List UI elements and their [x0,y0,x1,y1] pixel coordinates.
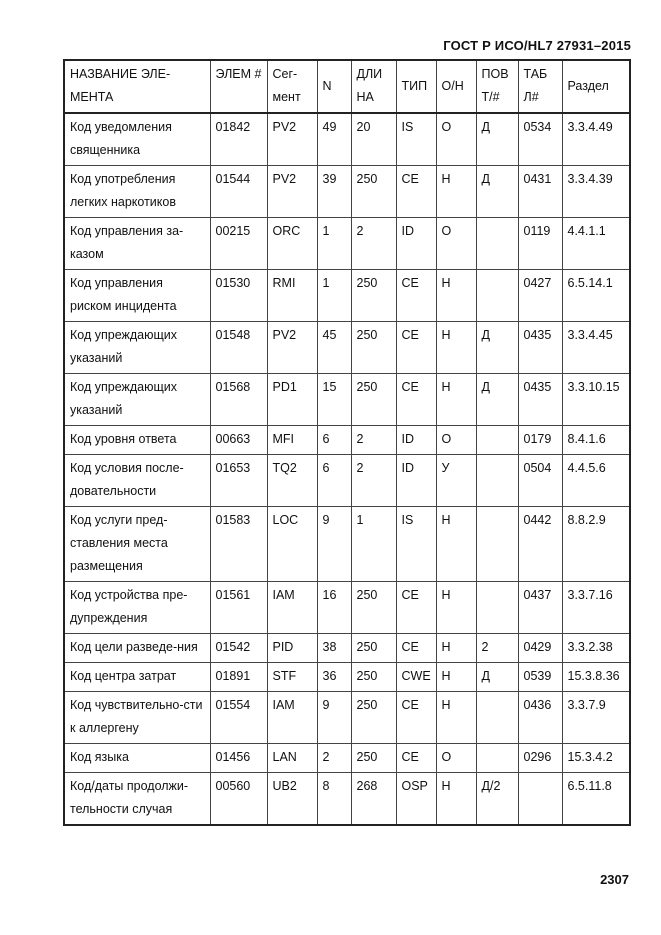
page-number: 2307 [600,872,629,887]
table-row [64,582,630,634]
cell-element-name: Код управления за-казом [64,218,210,270]
cell-segment: MFI [267,426,317,455]
cell-segment: TQ2 [267,455,317,507]
table-row [64,270,630,322]
cell-table-number: 0431 [518,166,562,218]
cell-repeat [476,744,518,773]
cell-length: 250 [351,270,396,322]
cell-optionality: Н [436,374,476,426]
cell-type: ID [396,455,436,507]
cell-length: 2 [351,455,396,507]
table-body [64,113,630,825]
cell-length: 250 [351,692,396,744]
table-row [64,455,630,507]
cell-segment: PD1 [267,374,317,426]
cell-sequence: 45 [317,322,351,374]
cell-type: CE [396,270,436,322]
cell-segment: RMI [267,270,317,322]
cell-length: 20 [351,113,396,166]
data-element-table [63,59,631,826]
cell-sequence: 6 [317,455,351,507]
cell-repeat: Д [476,113,518,166]
cell-section: 8.4.1.6 [562,426,630,455]
column-header-element-name: НАЗВАНИЕ ЭЛЕ-МЕНТА [64,60,210,113]
cell-table-number: 0179 [518,426,562,455]
cell-element-name: Код уведомления священника [64,113,210,166]
cell-element-name: Код уровня ответа [64,426,210,455]
cell-length: 250 [351,582,396,634]
cell-length: 250 [351,322,396,374]
cell-element-name: Код чувствительно-сти к аллергену [64,692,210,744]
cell-segment: LOC [267,507,317,582]
cell-optionality: Н [436,634,476,663]
cell-sequence: 9 [317,507,351,582]
cell-length: 268 [351,773,396,826]
cell-element-number: 00663 [210,426,267,455]
cell-repeat [476,692,518,744]
cell-sequence: 38 [317,634,351,663]
cell-sequence: 36 [317,663,351,692]
cell-table-number: 0119 [518,218,562,270]
cell-optionality: Н [436,507,476,582]
cell-type: CWE [396,663,436,692]
cell-repeat: 2 [476,634,518,663]
cell-section: 6.5.14.1 [562,270,630,322]
cell-table-number: 0436 [518,692,562,744]
table-row [64,322,630,374]
cell-element-number: 01583 [210,507,267,582]
cell-element-number: 01548 [210,322,267,374]
cell-optionality: О [436,113,476,166]
column-header-type: ТИП [396,60,436,113]
cell-segment: UB2 [267,773,317,826]
cell-type: CE [396,634,436,663]
cell-sequence: 39 [317,166,351,218]
cell-optionality: Н [436,773,476,826]
column-header-sequence: N [317,60,351,113]
cell-optionality: Н [436,322,476,374]
cell-table-number: 0427 [518,270,562,322]
cell-sequence: 8 [317,773,351,826]
cell-element-name: Код языка [64,744,210,773]
table-row [64,744,630,773]
cell-element-name: Код упреждающих указаний [64,322,210,374]
cell-optionality: Н [436,270,476,322]
cell-repeat: Д/2 [476,773,518,826]
column-header-length: ДЛИ НА [351,60,396,113]
cell-table-number: 0442 [518,507,562,582]
cell-section: 3.3.4.45 [562,322,630,374]
cell-section: 3.3.7.9 [562,692,630,744]
cell-element-name: Код упреждающих указаний [64,374,210,426]
cell-element-number: 00560 [210,773,267,826]
cell-element-number: 00215 [210,218,267,270]
cell-sequence: 15 [317,374,351,426]
cell-sequence: 49 [317,113,351,166]
cell-type: CE [396,166,436,218]
cell-sequence: 2 [317,744,351,773]
cell-segment: IAM [267,582,317,634]
cell-repeat: Д [476,374,518,426]
cell-element-name: Код услуги пред-ставления места размещения [64,507,210,582]
cell-table-number: 0539 [518,663,562,692]
cell-section: 3.3.7.16 [562,582,630,634]
cell-element-number: 01554 [210,692,267,744]
cell-type: CE [396,692,436,744]
cell-element-number: 01542 [210,634,267,663]
cell-segment: PV2 [267,166,317,218]
cell-optionality: О [436,744,476,773]
cell-length: 2 [351,218,396,270]
cell-type: CE [396,744,436,773]
column-header-table-number: ТАБ Л# [518,60,562,113]
table-row [64,374,630,426]
cell-element-name: Код употребления легких наркотиков [64,166,210,218]
cell-section: 3.3.2.38 [562,634,630,663]
cell-section: 3.3.4.49 [562,113,630,166]
table-row [64,218,630,270]
cell-element-number: 01530 [210,270,267,322]
cell-type: IS [396,507,436,582]
table-row [64,773,630,826]
table-row [64,507,630,582]
cell-element-name: Код устройства пре-дупреждения [64,582,210,634]
cell-length: 250 [351,744,396,773]
cell-section: 4.4.1.1 [562,218,630,270]
column-header-section: Раздел [562,60,630,113]
table-header-row [64,60,630,113]
cell-segment: PID [267,634,317,663]
cell-element-number: 01891 [210,663,267,692]
cell-optionality: О [436,426,476,455]
cell-table-number: 0435 [518,374,562,426]
cell-element-name: Код условия после-довательности [64,455,210,507]
cell-length: 1 [351,507,396,582]
cell-type: ID [396,218,436,270]
column-header-element-number: ЭЛЕМ # [210,60,267,113]
cell-repeat [476,455,518,507]
cell-table-number: 0296 [518,744,562,773]
cell-section: 15.3.4.2 [562,744,630,773]
cell-type: ID [396,426,436,455]
cell-table-number: 0504 [518,455,562,507]
cell-segment: STF [267,663,317,692]
cell-type: IS [396,113,436,166]
column-header-repeat: ПОВ Т/# [476,60,518,113]
cell-table-number: 0435 [518,322,562,374]
cell-repeat [476,582,518,634]
cell-repeat [476,270,518,322]
cell-repeat: Д [476,322,518,374]
cell-optionality: О [436,218,476,270]
table-row [64,634,630,663]
cell-element-name: Код цели разведе-ния [64,634,210,663]
cell-element-name: Код управления риском инцидента [64,270,210,322]
cell-sequence: 1 [317,218,351,270]
cell-optionality: Н [436,166,476,218]
column-header-optionality: О/Н [436,60,476,113]
table-row [64,426,630,455]
cell-section: 3.3.10.15 [562,374,630,426]
cell-table-number: 0534 [518,113,562,166]
cell-section: 8.8.2.9 [562,507,630,582]
cell-type: CE [396,582,436,634]
cell-section: 6.5.11.8 [562,773,630,826]
cell-table-number: 0429 [518,634,562,663]
cell-length: 250 [351,663,396,692]
cell-repeat: Д [476,166,518,218]
cell-segment: LAN [267,744,317,773]
cell-optionality: Н [436,582,476,634]
cell-element-number: 01842 [210,113,267,166]
cell-sequence: 9 [317,692,351,744]
cell-length: 250 [351,166,396,218]
cell-segment: ORC [267,218,317,270]
cell-type: CE [396,322,436,374]
cell-element-name: Код центра затрат [64,663,210,692]
cell-element-number: 01653 [210,455,267,507]
cell-element-number: 01561 [210,582,267,634]
cell-table-number: 0437 [518,582,562,634]
cell-section: 4.4.5.6 [562,455,630,507]
cell-length: 2 [351,426,396,455]
cell-optionality: У [436,455,476,507]
cell-sequence: 16 [317,582,351,634]
cell-segment: IAM [267,692,317,744]
cell-repeat [476,507,518,582]
cell-repeat: Д [476,663,518,692]
cell-length: 250 [351,374,396,426]
table-row [64,113,630,166]
cell-type: CE [396,374,436,426]
table-row [64,166,630,218]
cell-element-number: 01544 [210,166,267,218]
table-row [64,692,630,744]
cell-segment: PV2 [267,322,317,374]
cell-section: 3.3.4.39 [562,166,630,218]
cell-repeat [476,426,518,455]
cell-length: 250 [351,634,396,663]
cell-optionality: Н [436,692,476,744]
cell-element-number: 01568 [210,374,267,426]
cell-element-name: Код/даты продолжи-тельности случая [64,773,210,826]
cell-segment: PV2 [267,113,317,166]
cell-section: 15.3.8.36 [562,663,630,692]
cell-table-number [518,773,562,826]
column-header-segment: Сег-мент [267,60,317,113]
cell-optionality: Н [436,663,476,692]
cell-type: OSP [396,773,436,826]
document-standard-header: ГОСТ Р ИСО/HL7 27931–2015 [443,38,631,53]
cell-repeat [476,218,518,270]
cell-sequence: 6 [317,426,351,455]
table-row [64,663,630,692]
cell-sequence: 1 [317,270,351,322]
cell-element-number: 01456 [210,744,267,773]
